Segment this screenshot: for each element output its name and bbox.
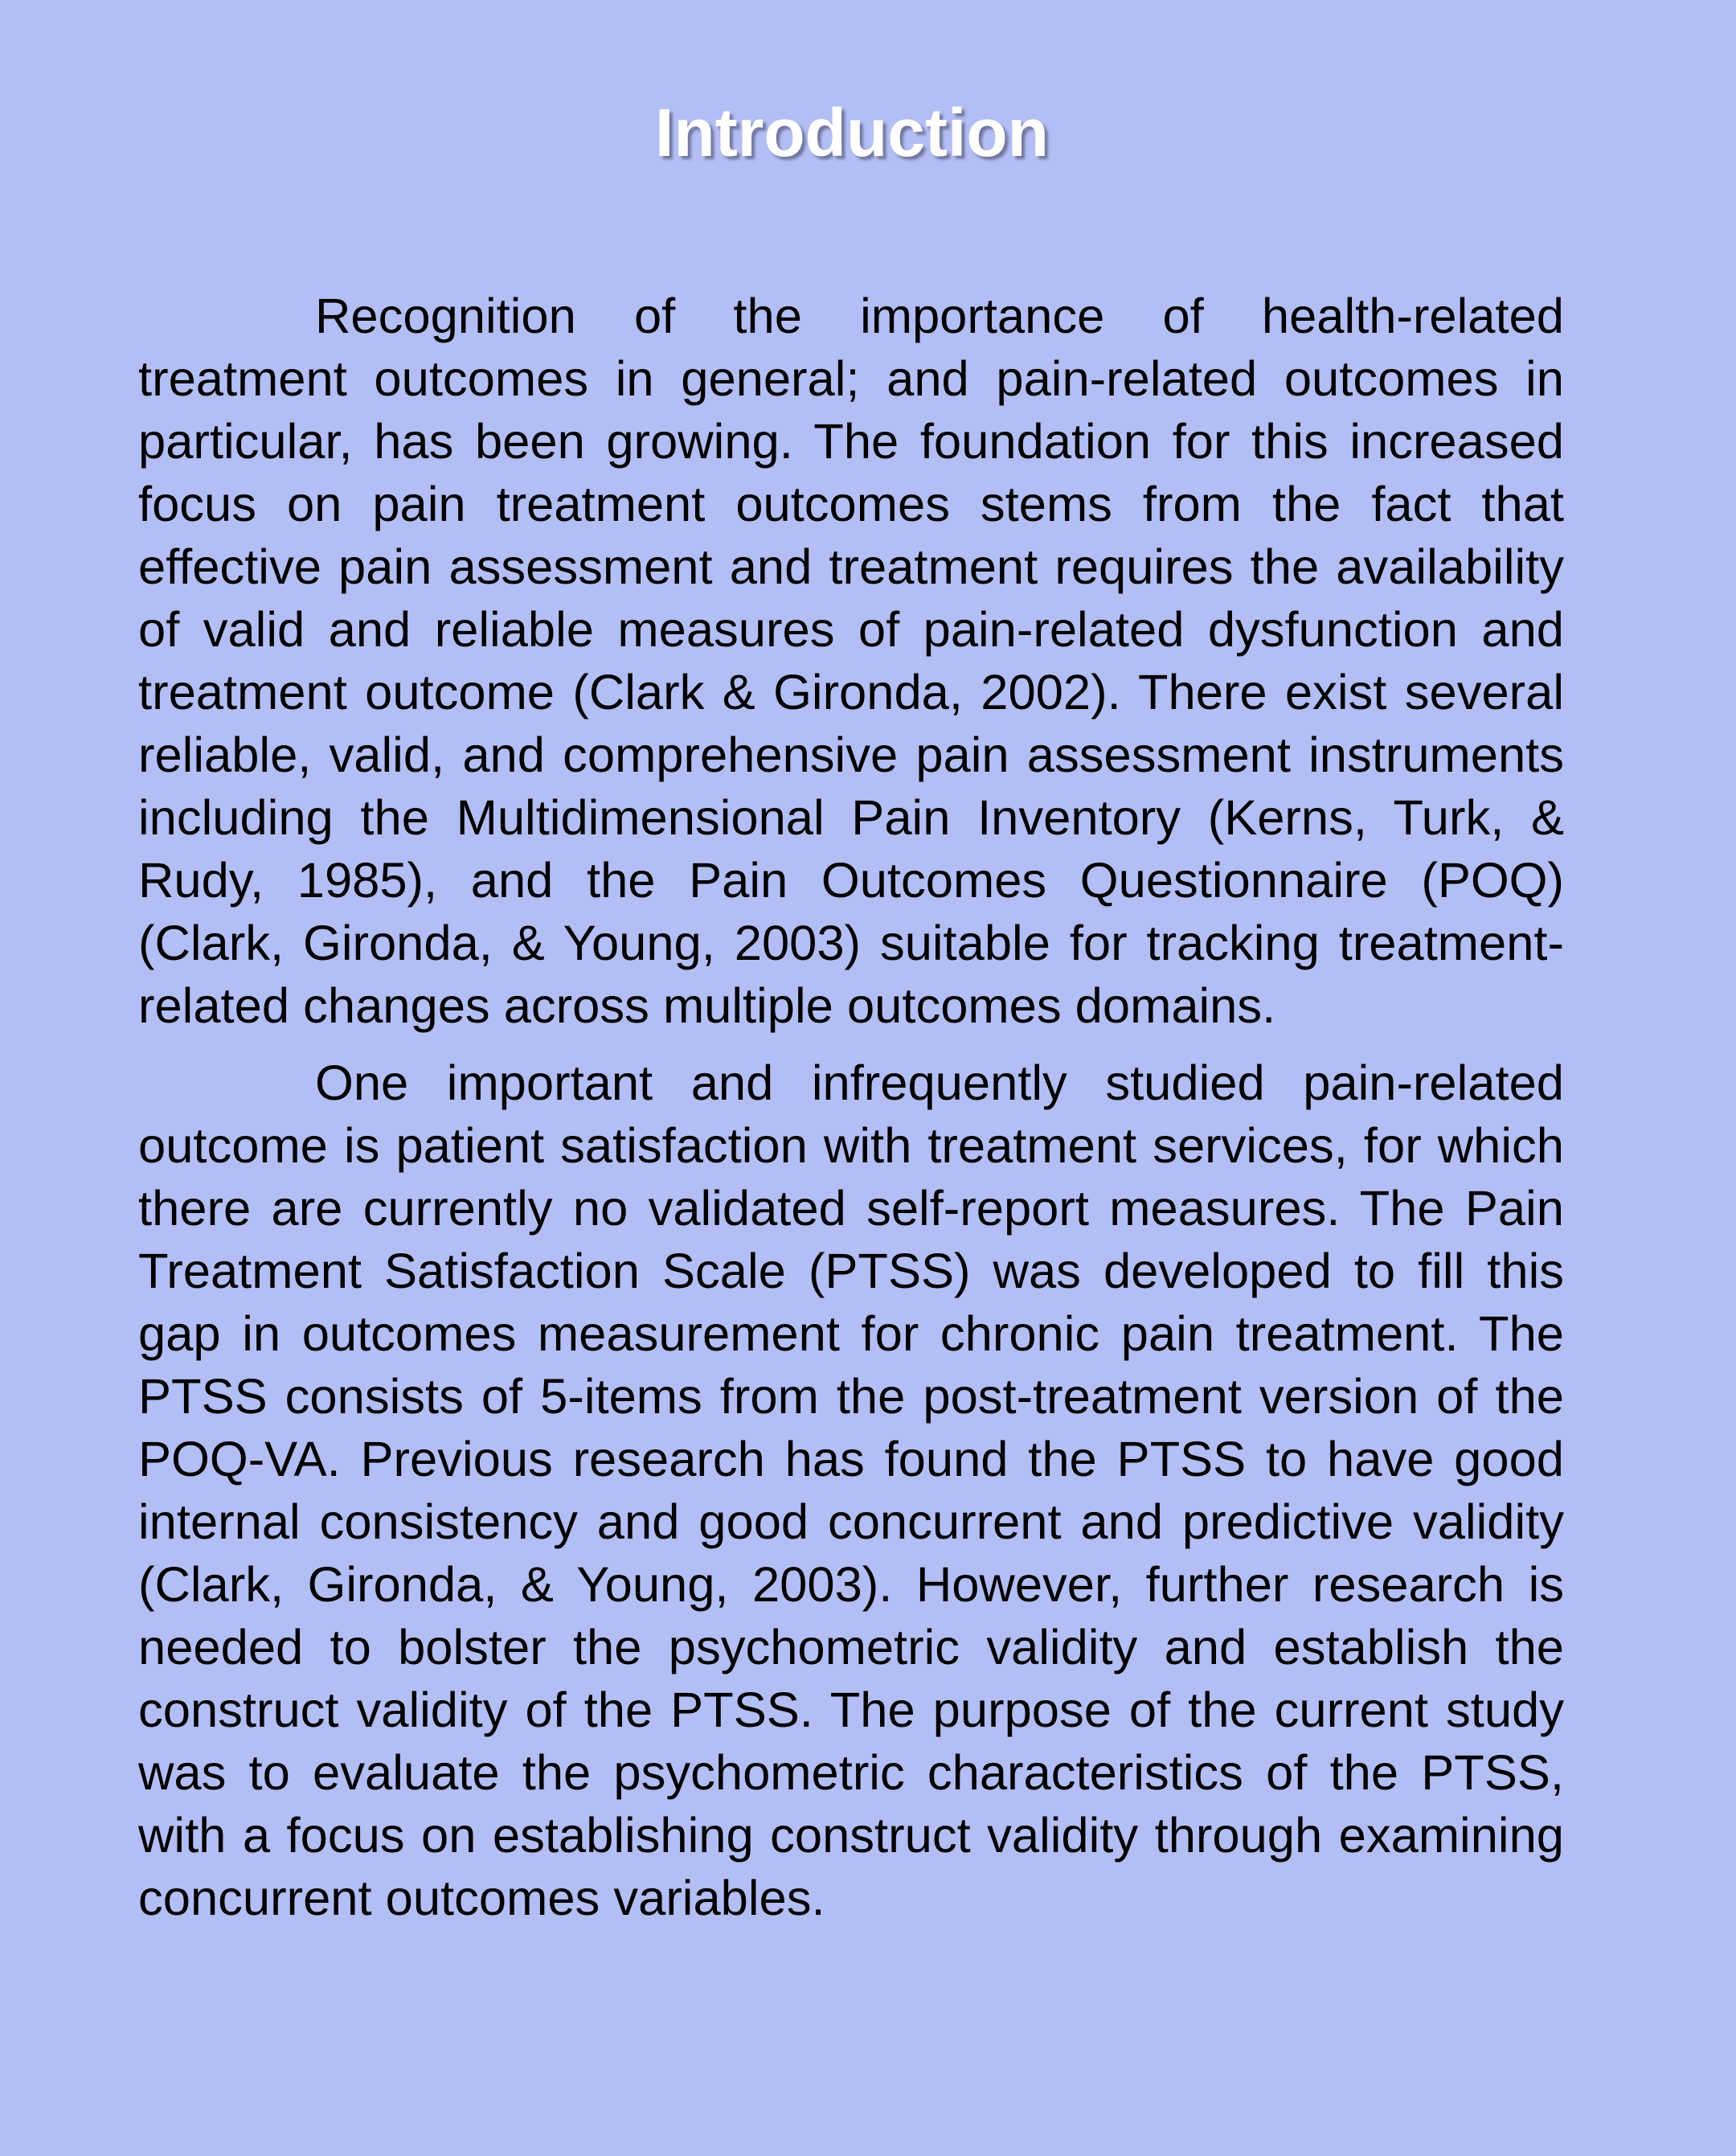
body-text	[138, 285, 1564, 1945]
paragraph-1: Recognition of the importance of health-related treatment outcomes in general; and pain-related outcomes in particular, has been growing. The foundation for this increased focus on pain treatment outcomes stems from the fact that effective pain assessment and treatment requires the availability of valid and reliable measures of pain-related dysfunction and treatment outcome (Clark & Gironda, 2002). There exist several reliable, valid, and comprehensive pain assessment instruments including the Multidimensional Pain Inventory (Kerns, Turk, & Rudy, 1985), and the Pain Outcomes Questionnaire (POQ) (Clark, Gironda, & Young, 2003) suitable for tracking treatment-related changes across multiple outcomes domains.	[138, 289, 1564, 1034]
paragraph-2: One important and infrequently studied pain-related outcome is patient satisfaction with treatment services, for which there are currently no validated self-report measures. The Pain Treatment Satisfaction Scale (PTSS) was developed to fill this gap in outcomes measurement for chronic pain treatment. The PTSS consists of 5-items from the post-treatment version of the POQ-VA. Previous research has found the PTSS to have good internal consistency and good concurrent and predictive validity (Clark, Gironda, & Young, 2003). However, further research is needed to bolster the psychometric validity and establish the construct validity of the PTSS. The purpose of the current study was to evaluate the psychometric characteristics of the PTSS, with a focus on establishing construct validity through examining concurrent outcomes variables.	[138, 1055, 1564, 1926]
section-title: Introduction	[655, 95, 1049, 170]
